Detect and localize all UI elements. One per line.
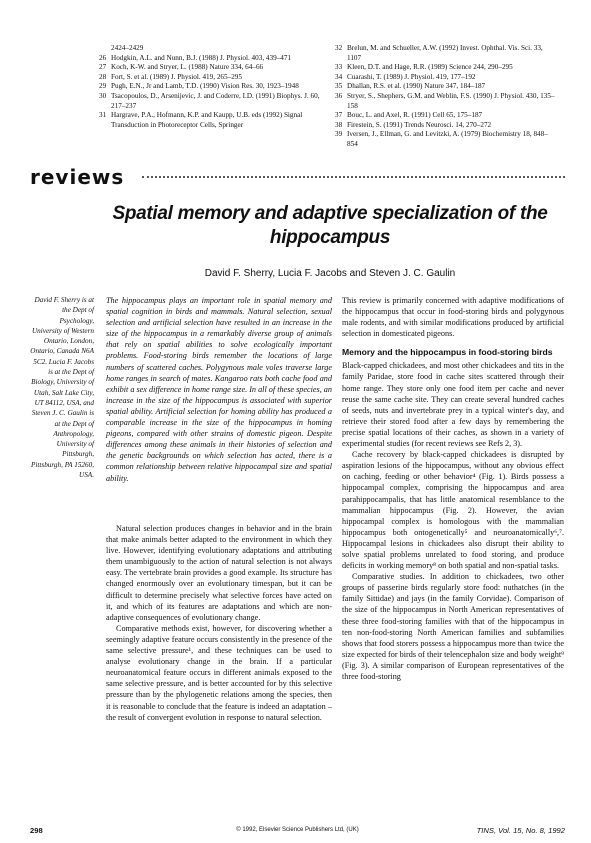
section-header [30,167,565,187]
reference-item [99,111,321,130]
body-paragraph-2: Cache recovery by black-capped chickadees is disrupted by aspiration lesions of the hippocampus, without any obvious effect on caching, feeding or other behavior⁴ (Fig. 1). Birds possess a hippocampal complex, comprising the hippocampus and area parahippocampalis, that has little anatomical resemblance to the mammalian hippocampus (Fig. 2). However, the avian hippocampal complex is homologous with the mammalian hippocampus both ontogenetically⁵ and neuroanatomically⁶,⁷. Hippocampal lesions in chickadees also disrupt their ability to solve spatial problems unrelated to food storing, and produce deficits in working memory⁸ on both spatial and non-spatial tasks. [342,450,564,571]
reference-number: 31 [99,111,107,120]
reference-item [99,63,321,73]
reference-text: Hargrave, P.A., Hofmann, K.P. and Kaupp, U.B. eds (1992) Signal Transduction in Photoreceptor Cells, Springer [111,111,303,129]
article-title: Spatial memory and adaptive specialization of the hippocampus [112,203,548,248]
reference-text: Pugh, E.N., Jr and Lamb, T.D. (1990) Vision Res. 30, 1923–1948 [111,82,299,91]
reference-number: 33 [335,63,343,72]
reference-number: 27 [99,63,107,72]
journal-citation: TINS, Vol. 15, No. 8, 1992 [476,826,565,835]
opening-paragraph: This review is primarily concerned with adaptive modifications of the hippocampus that occur in food-storing birds and polygynous male rodents, and with similar modifications produced by artificial selection in domesticated pigeons. [342,296,564,339]
article-authors: David F. Sherry, Lucia F. Jacobs and Steven J. C. Gaulin [204,268,456,279]
reference-item [335,73,557,83]
reference-text: Hodgkin, A.L. and Nunn, B.J. (1988) J. Physiol. 403, 439–471 [111,53,292,62]
reference-number: 26 [99,53,107,62]
section-rule [142,176,565,178]
reference-number: 39 [335,130,343,139]
reference-text: Kleen, D.T. and Hage, R.R. (1989) Science 244, 290–295 [347,63,513,72]
reference-number: 30 [99,91,107,100]
page-footer [30,826,565,838]
section-label: reviews [30,165,125,189]
reference-text: 2424–2429 [111,44,144,52]
reference-number: 35 [335,82,343,91]
reference-number: 37 [335,111,343,120]
body-paragraph-1: Black-capped chickadees, and most other chickadees and tits in the family Paridae, store food in cache sites scattered through their home range. They store only one food item per cache and never reuse the same cache site. They can create several hundred caches of seeds, nuts and invertebrate prey in a typical winter's day, and retrieve their stored food after a few days by remembering the precise spatial locations of their caches, as shown in a variety of experimental studies (for recent reviews see Refs 2, 3). [342,361,564,449]
reference-number: 28 [99,72,107,81]
copyright: © 1992, Elsevier Science Publishers Ltd, (UK) [236,827,359,833]
reference-number: 36 [335,91,343,100]
reference-column-right [335,44,557,150]
reference-item [99,82,321,92]
reference-text: Dhallan, R.S. et al. (1990) Nature 347, 184–187 [347,82,486,91]
reference-text: Fort, S. et al. (1989) J. Physiol. 419, 265–295 [111,72,242,81]
reference-item [335,44,557,63]
reference-text: Firestein, S. (1991) Trends Neurosci. 14, 270–272 [347,120,492,129]
reference-text: Stryer, S., Shephers, G.M. and Weblin, F.S. (1990) J. Physiol. 430, 135–158 [347,91,555,110]
reference-text: Iversen, J., Ellman, G. and Levitzki, A. (1979) Biochemistry 18, 848–854 [347,130,548,148]
reference-number: 38 [335,120,343,129]
reference-item [335,130,557,149]
intro-paragraph-2: Comparative methods exist, however, for discovering whether a seemingly adaptive feature occurs consistently in the presence of the same selective pressure¹, and these techniques can be used to analyse evolutionary change in the brain. If a particular neuroanatomical feature occurs in different animals exposed to the same selective pressure, and is better accounted for by this selective pressure than by the phylogenetic relations among the species, then it is reasonable to conclude that the feature is indeed an adaptation – the result of convergent evolution in response to natural selection. [106,623,332,722]
reference-item [99,44,321,54]
reference-number [99,44,111,54]
reference-number: 34 [335,72,343,81]
reference-number: 32 [335,44,343,52]
right-column [342,295,564,682]
reference-text: Tsacopoulos, D., Arsenijevic, J. and Coderre, I.D. (1991) Biophys. J. 60, 217–237 [111,91,320,110]
intro-text [106,523,332,723]
reference-item [335,121,557,131]
reference-column-left [99,44,321,130]
reference-item [335,111,557,121]
reference-item [335,63,557,73]
page-number: 298 [30,826,43,835]
reference-text: Bouc, L. and Axel, R. (1991) Cell 65, 175–187 [347,111,483,120]
reference-item [335,82,557,92]
reference-item [99,54,321,64]
intro-paragraph-1: Natural selection produces changes in behavior and in the brain that make animals better adapted to the environment in which they live. However, identifying evolutionary adaptations and attributing them unambiguously to the action of natural selection is not always easy. The vertebrate brain provides a good example. Its structure has changed enormously over an evolutionary timespan, but it can be difficult to determine precisely what selective forces have acted on it, and which of its features are adaptations and which are non-adaptive consequences of evolutionary change. [106,524,332,622]
reference-number: 29 [99,82,107,91]
reference-text: Brelun, M. and Schueller, A.W. (1992) Invest. Ophthal. Vis. Sci. 33, 1107 [347,44,543,62]
reference-text: Cuarashi, T. (1989) J. Physiol. 419, 177–192 [347,72,476,81]
reference-item [99,73,321,83]
reference-text: Koch, K-W. and Stryer, L. (1988) Nature 334, 64–66 [111,63,264,72]
body-paragraph-3: Comparative studies. In addition to chickadees, two other groups of passerine birds regularly store food: nuthatches (in the family Sittidae) and jays (in the family Corvidae). Comparison of the size of the hippocampus in North American representatives of these three food-storing families with that of the hippocampus in ten non-food-storing North American families and subfamilies shows that food storers possess a hippocampus more than twice the size expected for birds of their telencephalon size and body weight⁹ (Fig. 3). A similar comparison of European representatives of the three food-storing [342,572,564,681]
reference-item [335,92,557,111]
abstract: The hippocampus plays an important role in spatial memory and spatial cognition in birds and mammals. Natural selection, sexual selection and artificial selection have resulted in an increase in the size of the hippocampus in a remarkably diverse group of animals that rely on spatial abilities to solve ecologically important problems. Food-storing birds remember the locations of large numbers of scattered caches. Polygynous male voles traverse large home ranges in search of mates. Kangaroo rats both cache food and exhibit a sex difference in home range size. In all of these species, an increase in the size of the hippocampus is associated with superior spatial ability. Artificial selection for homing ability has produced a comparable increase in the size of the hippocampus in homing pigeons, compared with other strains of domestic pigeon. Despite differences among these animals in their histories of selection and the genetic backgrounds on which selection has acted, there is a common relationship between relative hippocampal size and spatial ability. [106,296,332,483]
author-affiliation: David F. Sherry is at the Dept of Psychology, University of Western Ontario, London, Ontario, Canada N6A 5C2. Lucia F. Jacobs is at the Dept of Biology, University of Utah, Salt Lake City, UT 84112, USA, and Steven J. C. Gaulin is at the Dept of Anthropology, University of Pittsburgh, Pittsburgh, PA 15260, USA. [30,296,94,480]
section-heading: Memory and the hippocampus in food-storing birds [342,347,553,358]
reference-item [99,92,321,111]
